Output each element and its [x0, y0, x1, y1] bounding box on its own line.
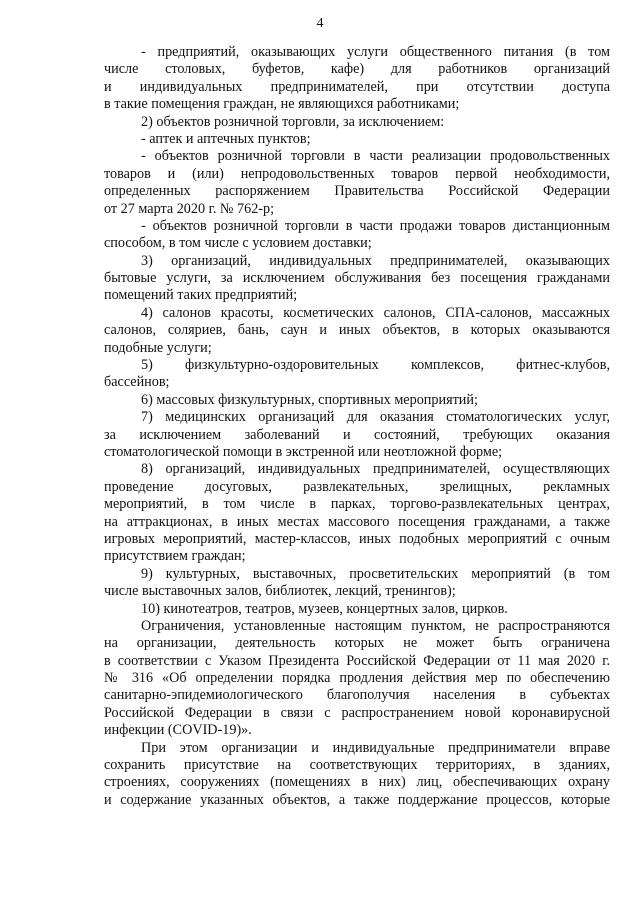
- page-number: 4: [316, 16, 324, 31]
- text-line: - объектов розничной торговли в части реализации продовольственных: [141, 148, 610, 165]
- text-line: 6) массовых физкультурных, спортивных мероприятий;: [141, 391, 478, 408]
- text-line: игровых мероприятий, мастер-классов, иных подобных мероприятий с очным: [104, 530, 610, 547]
- text-line: проведение досуговых, развлекательных, зрелищных, рекламных: [104, 478, 610, 495]
- text-line: При этом организации и индивидуальные предприниматели вправе: [141, 739, 610, 756]
- text-line: мероприятий, в том числе в парках, торгово-развлекательных центрах,: [104, 496, 610, 513]
- text-line: числе столовых, буфетов, кафе) для работников организаций: [104, 61, 610, 78]
- text-line: строениях, сооружениях (помещениях в них) лиц, обеспечивающих охрану: [104, 774, 610, 791]
- text-line: 8) организаций, индивидуальных предпринимателей, осуществляющих: [141, 461, 610, 478]
- text-line: стоматологической помощи в экстренной или неотложной форме;: [104, 443, 503, 460]
- text-line: определенных распоряжением Правительства Российской Федерации: [104, 183, 610, 200]
- text-line: 10) кинотеатров, театров, музеев, концертных залов, цирков.: [141, 600, 508, 617]
- text-line: 5) физкультурно-оздоровительных комплексов, фитнес-клубов,: [141, 357, 610, 374]
- text-line: в такие помещения граждан, не являющихся работниками;: [104, 96, 460, 113]
- text-line: и содержание указанных объектов, а также поддержание процессов, которые: [104, 791, 610, 808]
- text-line: 7) медицинских организаций для оказания стоматологических услуг,: [141, 409, 610, 426]
- text-line: Российской Федерации в связи с распространением новой коронавирусной: [104, 704, 610, 721]
- text-line: подобные услуги;: [104, 339, 212, 356]
- text-line: - объектов розничной торговли в части продажи товаров дистанционным: [141, 217, 610, 234]
- text-line: в соответствии с Указом Президента Российской Федерации от 11 мая 2020 г.: [104, 652, 610, 669]
- text-line: способом, в том числе с условием доставки;: [104, 235, 372, 252]
- text-line: бассейнов;: [104, 374, 170, 391]
- text-line: 9) культурных, выставочных, просветительских мероприятий (в том: [141, 565, 610, 582]
- text-line: сохранить присутствие на соответствующих территориях, в зданиях,: [104, 757, 610, 774]
- text-line: инфекции (COVID-19)».: [104, 722, 252, 739]
- text-line: № 316 «Об определении порядка продления действия мер по обеспечению: [104, 670, 610, 687]
- text-line: - аптек и аптечных пунктов;: [141, 130, 311, 147]
- text-line: числе выставочных залов, библиотек, лекций, тренингов);: [104, 583, 456, 600]
- text-line: 4) салонов красоты, косметических салонов, СПА-салонов, массажных: [141, 304, 610, 321]
- text-line: присутствием граждан;: [104, 548, 246, 565]
- text-line: на организации, деятельность которых не может быть ограничена: [104, 635, 610, 652]
- text-line: за исключением заболеваний и состояний, требующих оказания: [104, 426, 610, 443]
- text-line: на аттракционах, в иных местах массового посещения гражданами, а также: [104, 513, 610, 530]
- text-line: Ограничения, установленные настоящим пунктом, не распространяются: [141, 617, 610, 634]
- text-line: от 27 марта 2020 г. № 762-р;: [104, 200, 275, 217]
- text-line: и индивидуальных предпринимателей, при отсутствии доступа: [104, 78, 610, 95]
- text-line: санитарно-эпидемиологического благополучия населения в субъектах: [104, 687, 610, 704]
- text-line: 2) объектов розничной торговли, за исключением:: [141, 113, 445, 130]
- document-body: [104, 44, 610, 809]
- text-line: салонов, соляриев, бань, саун и иных объектов, в которых оказываются: [104, 322, 610, 339]
- text-line: 3) организаций, индивидуальных предпринимателей, оказывающих: [141, 252, 610, 269]
- text-line: помещений таких предприятий;: [104, 287, 298, 304]
- text-line: товаров и (или) непродовольственных товаров первой необходимости,: [104, 165, 610, 182]
- text-line: бытовые услуги, за исключением обслуживания без посещения гражданами: [104, 270, 610, 287]
- text-line: - предприятий, оказывающих услуги общественного питания (в том: [141, 44, 610, 60]
